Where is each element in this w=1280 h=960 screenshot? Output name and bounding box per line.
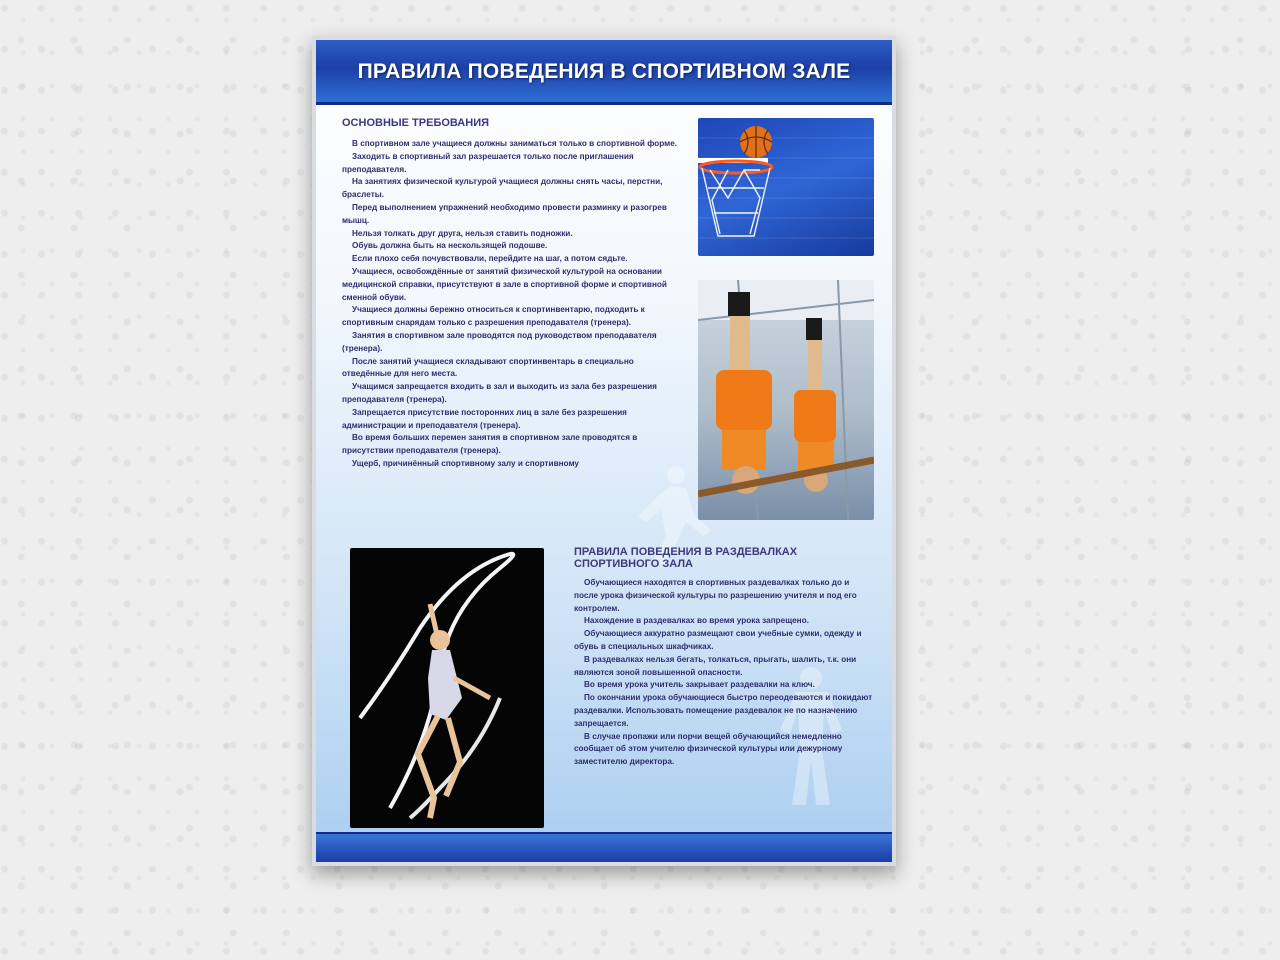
basketball-hoop-icon xyxy=(698,118,874,256)
ribbon-gymnast-icon xyxy=(350,548,544,828)
section1-text xyxy=(342,138,682,471)
rule-paragraph: Заходить в спортивный зал разрешается только после приглашения преподавателя. xyxy=(342,151,634,174)
rule-paragraph: В случае пропажи или порчи вещей обучающийся немедленно сообщает об этом учителю физической культуры или дежурному заместителю директора. xyxy=(574,731,843,767)
rule-paragraph: Учащиеся, освобождённые от занятий физической культурой на основании медицинской справки, присутствуют в зале в спортивной форме и спортивной сменной обуви. xyxy=(342,266,667,302)
rule-paragraph: Нахождение в раздевалках во время урока запрещено. xyxy=(584,616,809,626)
section2-title-line1: ПРАВИЛА ПОВЕДЕНИЯ В РАЗДЕВАЛКАХ xyxy=(574,546,798,558)
section2-title-line2: СПОРТИВНОГО ЗАЛА xyxy=(574,558,694,570)
section2-text xyxy=(574,577,874,769)
rule-paragraph: Перед выполнением упражнений необходимо провести разминку и разогрев мышц. xyxy=(342,202,667,225)
basketball-photo xyxy=(698,118,874,256)
rule-paragraph: После занятий учащиеся складывают спортинвентарь в специально отведённые для него места. xyxy=(342,356,634,379)
rule-paragraph: Нельзя толкать друг друга, нельзя ставить подножки. xyxy=(352,228,573,238)
rule-paragraph: Если плохо себя почувствовали, перейдите на шаг, а потом сядьте. xyxy=(352,254,628,264)
poster-title: ПРАВИЛА ПОВЕДЕНИЯ В СПОРТИВНОМ ЗАЛЕ xyxy=(357,60,851,83)
rule-paragraph: Занятия в спортивном зале проводятся под руководством преподавателя (тренера). xyxy=(342,330,657,353)
rule-paragraph: На занятиях физической культурой учащиеся должны снять часы, перстни, браслеты. xyxy=(342,177,663,200)
poster-header xyxy=(316,40,892,105)
rule-paragraph: Во время больших перемен занятия в спортивном зале проводятся в присутствии преподавателя (тренера). xyxy=(342,433,638,456)
poster-footer-bar xyxy=(316,832,892,862)
rule-paragraph: Обучающиеся аккуратно размещают свои учебные сумки, одежду и обувь в специальных шкафчиках. xyxy=(574,629,862,651)
rule-paragraph: Обучающиеся находятся в спортивных раздевалках только до и после урока физической культуры по разрешению учителя и под его контролем. xyxy=(574,578,857,613)
athletes-handstand-icon xyxy=(698,280,874,520)
rule-paragraph: Запрещается присутствие посторонних лиц в зале без разрешения администрации и преподавателя (тренера). xyxy=(342,407,627,430)
rule-paragraph: Во время урока учитель закрывает раздевалки на ключ. xyxy=(584,680,815,690)
rhythmic-gymnast-photo xyxy=(350,548,544,828)
rule-paragraph: Обувь должна быть на нескользящей подошве. xyxy=(352,241,548,251)
rule-paragraph: Учащимся запрещается входить в зал и выходить из зала без разрешения преподавателя (тренера). xyxy=(342,382,657,404)
rule-paragraph: Учащиеся должны бережно относиться к спортинвентарю, подходить к спортивным снарядам только с разрешения преподавателя (тренера). xyxy=(342,305,645,328)
section2-title xyxy=(574,546,797,570)
section1-title: ОСНОВНЫЕ ТРЕБОВАНИЯ xyxy=(342,117,490,129)
gymnastics-bar-photo xyxy=(698,280,874,520)
rule-paragraph: По окончании урока обучающиеся быстро переодеваются и покидают раздевалки. Использовать помещение раздевалок не по назначению запрещается. xyxy=(574,693,873,728)
rule-paragraph: В спортивном зале учащиеся должны заниматься только в спортивной форме. xyxy=(352,139,678,148)
poster-panel xyxy=(316,40,892,862)
rule-paragraph: Ущерб, причинённый спортивному залу и спортивному xyxy=(352,458,579,468)
rule-paragraph: В раздевалках нельзя бегать, толкаться, прыгать, шалить, т.к. они являются зоной повышенной опасности. xyxy=(574,654,857,677)
poster xyxy=(312,36,896,866)
